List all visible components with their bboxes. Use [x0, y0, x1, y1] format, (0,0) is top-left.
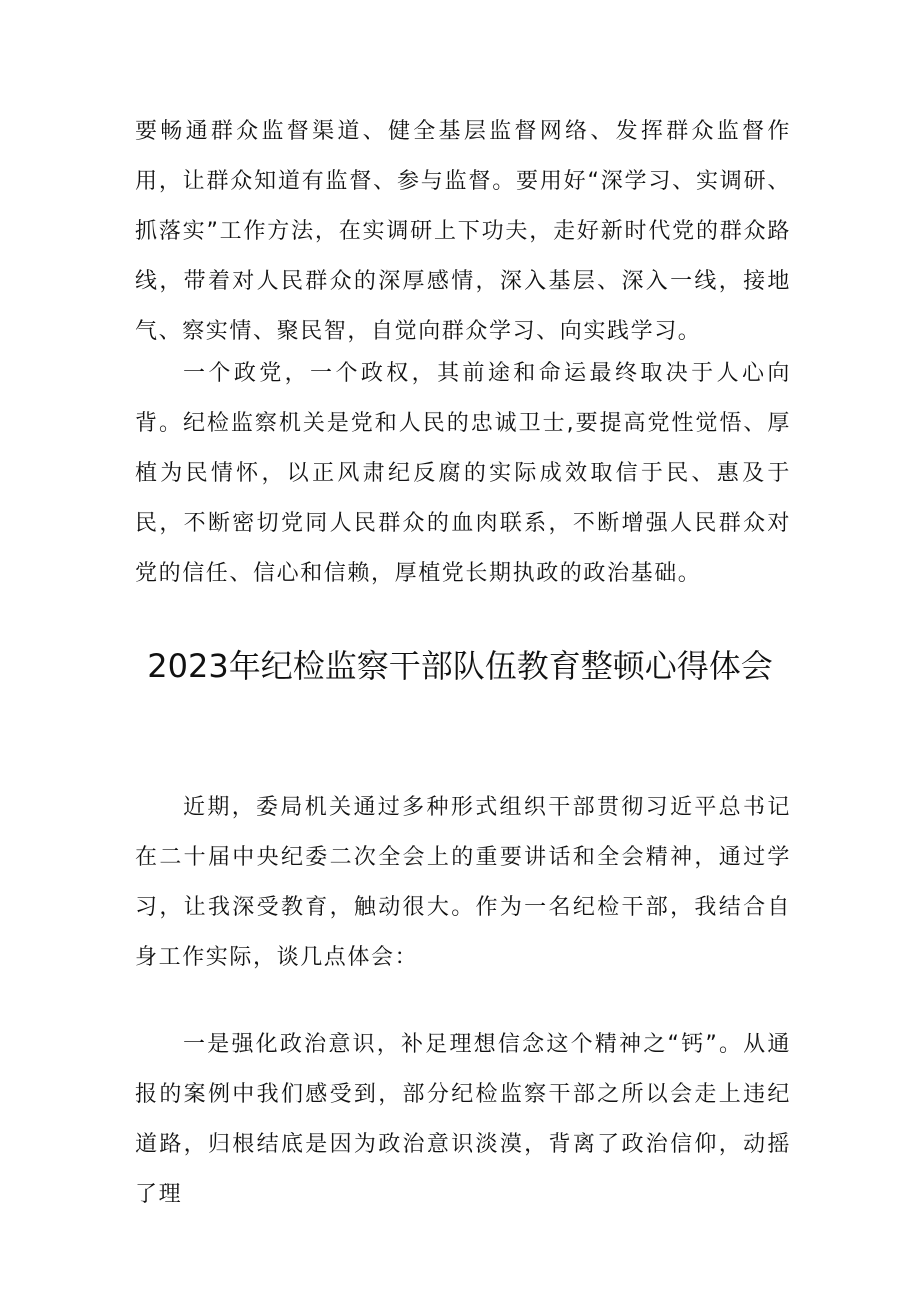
body-paragraph-continued: 要畅通群众监督渠道、健全基层监督网络、发挥群众监督作用，让群众知道有监督、参与监督。要用好“深学习、实调研、抓落实”工作方法，在实调研上下功夫，走好新时代党的群众路线，带着对人民群众的深厚感情，深入基层、深入一线，接地气、察实情、聚民智，自觉向群众学习、向实践学习。: [135, 119, 791, 344]
body-paragraph: 一个政党，一个政权，其前途和命运最终取决于人心向背。纪检监察机关是党和人民的忠诚卫士,要提高党性觉悟、厚植为民情怀，以正风肃纪反腐的实际成效取信于民、惠及于民，不断密切党同人民群众的血肉联系，不断增强人民群众对党的信任、信心和信赖，厚植党长期执政的政治基础。: [135, 361, 791, 586]
body-paragraph: 近期，委局机关通过多种形式组织干部贯彻习近平总书记在二十届中央纪委二次全会上的重要讲话和全会精神，通过学习，让我深受教育，触动很大。作为一名纪检干部，我结合自身工作实际，谈几点体会：: [135, 795, 791, 970]
document-heading: 2023年纪检监察干部队伍教育整顿心得体会: [147, 647, 773, 685]
body-paragraph: 一是强化政治意识，补足理想信念这个精神之“钙”。从通报的案例中我们感受到，部分纪检监察干部之所以会走上违纪道路，归根结底是因为政治意识淡漠，背离了政治信仰，动摇了理: [135, 1032, 791, 1207]
